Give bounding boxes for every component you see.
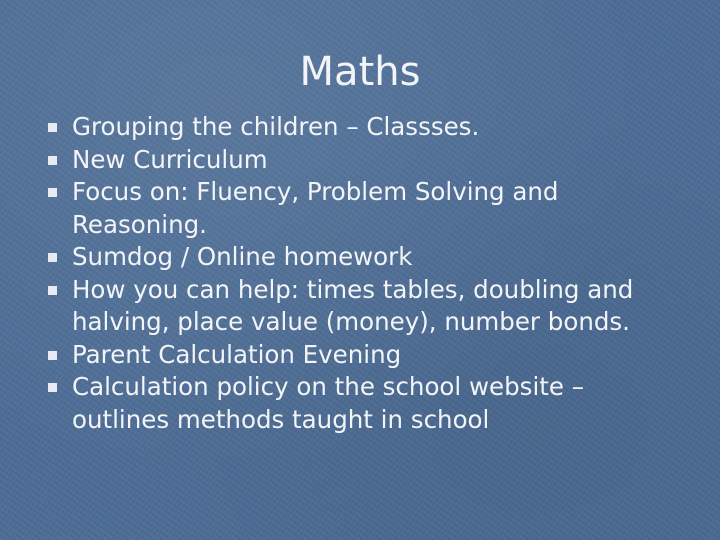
square-bullet-icon — [48, 253, 57, 262]
bullet-item — [48, 111, 688, 144]
bullet-text: New Curriculum — [72, 144, 268, 174]
square-bullet-icon — [48, 351, 57, 360]
bullet-item — [48, 274, 688, 339]
square-bullet-icon — [48, 188, 57, 197]
square-bullet-icon — [48, 123, 57, 132]
bullet-item — [48, 176, 688, 241]
bullet-text: How you can help: times tables, doubling and halving, place value (money), number bonds. — [72, 274, 634, 336]
bullet-text: Sumdog / Online homework — [72, 242, 413, 271]
bullet-item — [48, 144, 688, 177]
square-bullet-icon — [48, 156, 57, 165]
bullet-text: Focus on: Fluency, Problem Solving and Reasoning. — [72, 177, 559, 239]
slide-title: Maths — [299, 49, 421, 95]
bullet-text: Calculation policy on the school website – outlines methods taught in school — [72, 372, 584, 434]
square-bullet-icon — [48, 286, 57, 295]
bullet-item — [48, 339, 688, 372]
bullet-text: Grouping the children – Classses. — [72, 112, 480, 141]
bullet-item — [48, 371, 688, 436]
square-bullet-icon — [48, 383, 57, 392]
bullet-item — [48, 241, 688, 274]
bullet-text: Parent Calculation Evening — [72, 339, 402, 369]
bullet-list — [48, 111, 688, 436]
